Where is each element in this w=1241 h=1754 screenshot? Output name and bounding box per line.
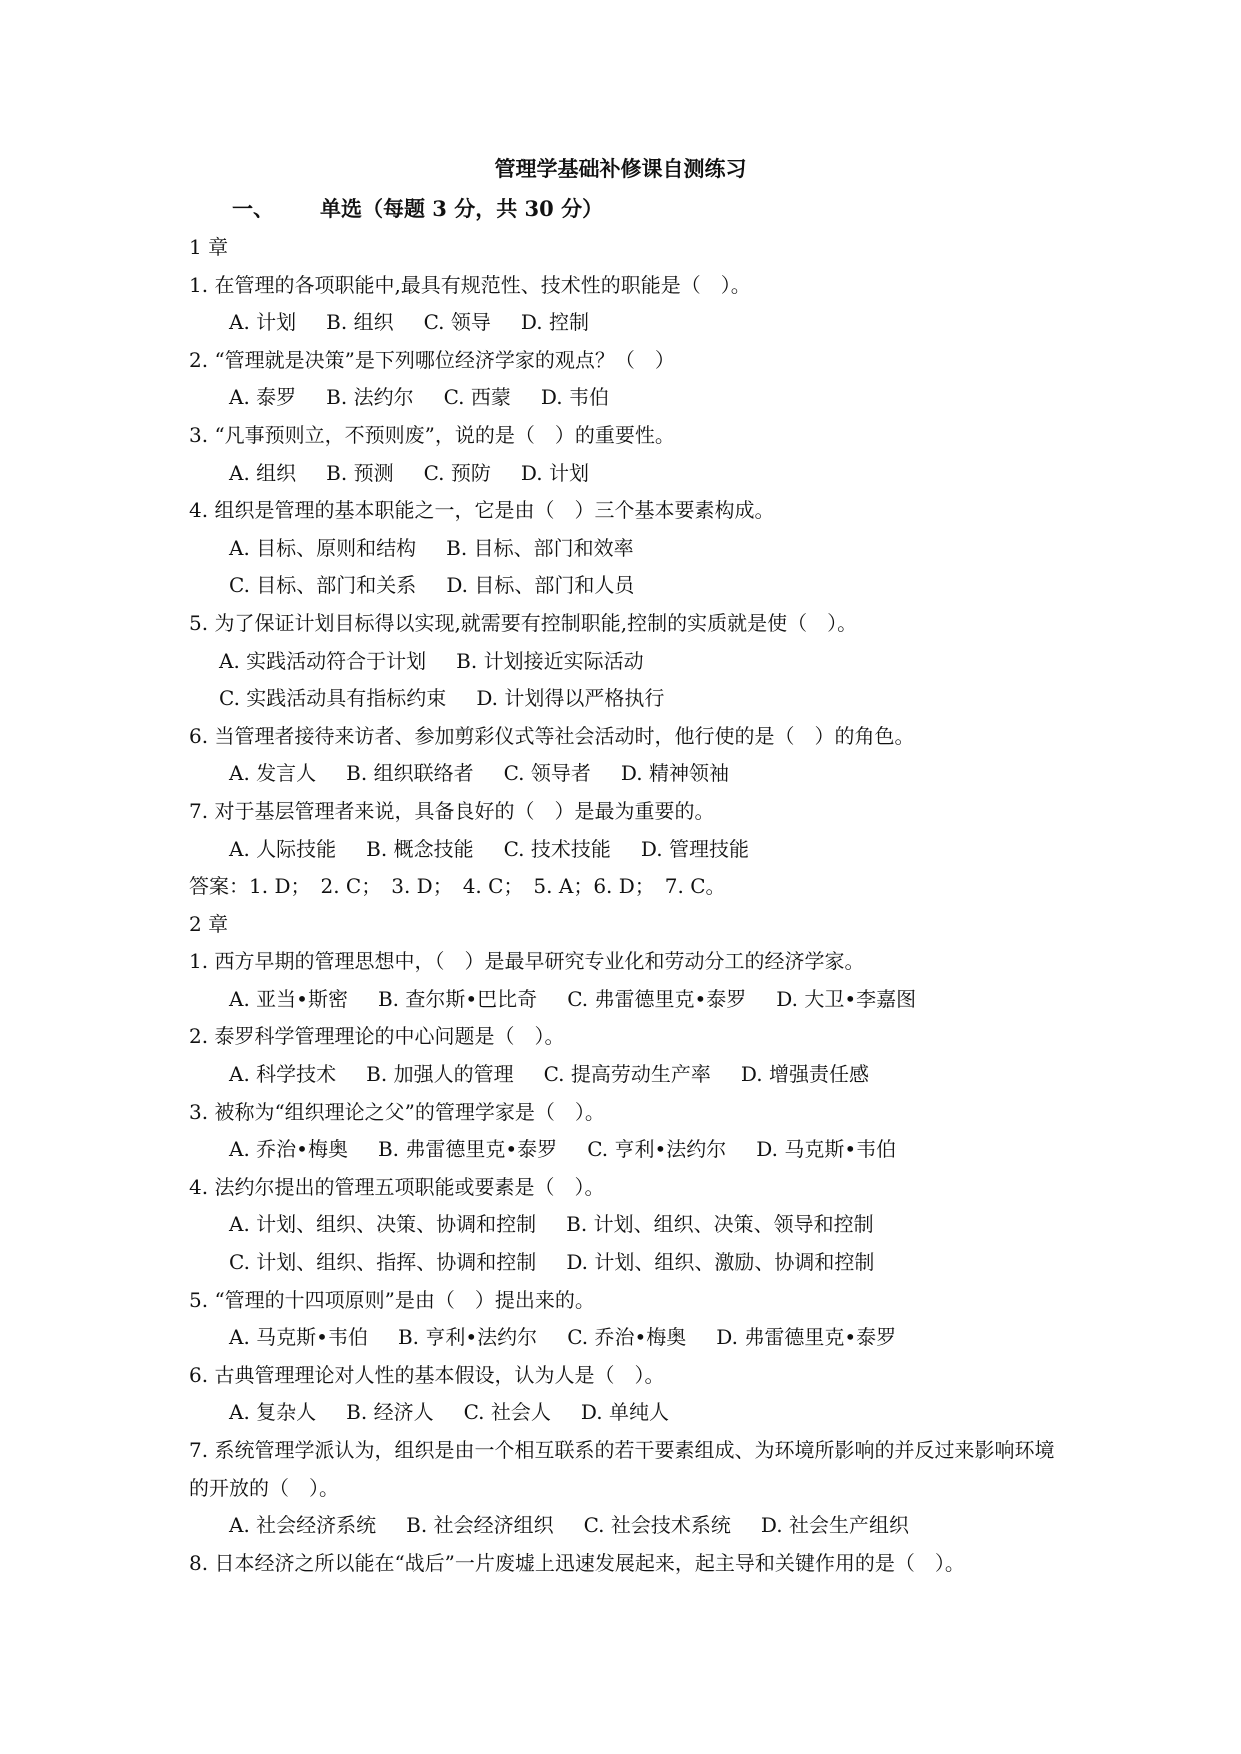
option: B. 目标、部门和效率	[446, 535, 634, 560]
question-stem: 5. 为了保证计划目标得以实现,就需要有控制职能,控制的实质就是使（ ）。	[189, 610, 858, 635]
question-stem: 6. 当管理者接待来访者、参加剪彩仪式等社会活动时，他行使的是（ ）的角色。	[189, 723, 915, 748]
question-stem: 4. 法约尔提出的管理五项职能或要素是（ ）。	[189, 1174, 605, 1199]
option: A. 社会经济系统	[229, 1513, 377, 1538]
option: C. 社会技术系统	[583, 1513, 731, 1538]
option: C. 西蒙	[443, 385, 511, 410]
option: D. 社会生产组织	[760, 1513, 909, 1538]
option: B. 查尔斯•巴比奇	[377, 986, 538, 1011]
option-line	[189, 643, 1069, 681]
option: A. 发言人	[229, 761, 317, 786]
option: C. 提高劳动生产率	[543, 1062, 711, 1087]
option-line	[189, 1244, 1069, 1282]
option: A. 实践活动符合于计划	[219, 648, 427, 673]
option: C. 乔治•梅奥	[567, 1325, 687, 1350]
option: B. 经济人	[346, 1400, 434, 1425]
option-line	[189, 1507, 1069, 1545]
option: B. 组织联络者	[346, 761, 474, 786]
section-number: 一、	[232, 196, 274, 221]
option: B. 组织	[326, 310, 394, 335]
option: C. 领导者	[503, 761, 591, 786]
question-stem: 8. 日本经济之所以能在“战后”一片废墟上迅速发展起来，起主导和关键作用的是（ ）。	[189, 1550, 965, 1575]
chapter-label: 2 章	[189, 911, 229, 936]
option-line	[189, 1394, 1069, 1432]
document-title: 管理学基础补修课自测练习	[494, 156, 747, 181]
option-line	[189, 455, 1069, 493]
option: A. 泰罗	[229, 385, 297, 410]
option: A. 科学技术	[229, 1062, 337, 1087]
option: C. 目标、部门和关系	[229, 573, 417, 598]
option: B. 预测	[326, 460, 394, 485]
option: A. 组织	[229, 460, 297, 485]
option-line	[189, 304, 1069, 342]
option: D. 计划得以严格执行	[476, 686, 665, 711]
option: C. 社会人	[463, 1400, 551, 1425]
option: D. 计划、组织、激励、协调和控制	[566, 1250, 875, 1275]
option-line	[189, 755, 1069, 793]
option: A. 计划、组织、决策、协调和控制	[229, 1212, 537, 1237]
option: D. 马克斯•韦伯	[756, 1137, 897, 1162]
option-line	[189, 831, 1069, 869]
chapter-label: 1 章	[189, 235, 229, 259]
option: A. 复杂人	[229, 1400, 317, 1425]
option-line	[189, 680, 1069, 718]
option: D. 韦伯	[540, 385, 609, 410]
option: D. 计划	[520, 460, 589, 485]
option: B. 亨利•法约尔	[397, 1325, 538, 1350]
option: D. 增强责任感	[740, 1062, 869, 1087]
question-stem: 7. 对于基层管理者来说，具备良好的（ ）是最为重要的。	[189, 798, 715, 823]
question-list	[189, 229, 1069, 1582]
option-line	[189, 1206, 1069, 1244]
option: B. 计划、组织、决策、领导和控制	[566, 1212, 874, 1237]
question-stem: 6. 古典管理理论对人性的基本假设，认为人是（ ）。	[189, 1362, 665, 1387]
question-stem: 5. “管理的十四项原则”是由（ ）提出来的。	[189, 1287, 595, 1312]
option: D. 目标、部门和人员	[446, 573, 635, 598]
section-label: 单选（每题 3 分，共 30 分）	[320, 196, 604, 221]
question-stem: 1. 西方早期的管理思想中，（ ）是最早研究专业化和劳动分工的经济学家。	[189, 949, 865, 974]
option: D. 精神领袖	[620, 761, 729, 786]
option: A. 计划	[229, 310, 297, 335]
answer-key: 答案：1. D； 2. C； 3. D； 4. C； 5. A；6. D； 7. C。	[189, 874, 726, 899]
question-stem: 3. “凡事预则立，不预则废”，说的是（ ）的重要性。	[189, 422, 675, 447]
option: B. 计划接近实际活动	[456, 648, 644, 673]
option: B. 法约尔	[326, 385, 414, 410]
option: A. 马克斯•韦伯	[229, 1325, 368, 1350]
option: B. 社会经济组织	[406, 1513, 554, 1538]
option-line	[189, 1056, 1069, 1094]
option: C. 领导	[423, 310, 491, 335]
option: A. 乔治•梅奥	[229, 1137, 348, 1162]
option-line	[189, 379, 1069, 417]
option: C. 技术技能	[503, 836, 611, 861]
option: A. 亚当•斯密	[229, 986, 348, 1011]
question-stem: 2. “管理就是决策”是下列哪位经济学家的观点？（ ）	[189, 347, 675, 372]
option: B. 概念技能	[366, 836, 474, 861]
question-stem: 3. 被称为“组织理论之父”的管理学家是（ ）。	[189, 1099, 605, 1124]
option: D. 单纯人	[580, 1400, 669, 1425]
question-stem: 4. 组织是管理的基本职能之一，它是由（ ）三个基本要素构成。	[189, 498, 775, 523]
option: B. 弗雷德里克•泰罗	[377, 1137, 558, 1162]
option: D. 管理技能	[640, 836, 749, 861]
option: B. 加强人的管理	[366, 1062, 514, 1087]
option-line	[189, 1319, 1069, 1357]
option: A. 人际技能	[229, 836, 337, 861]
option: C. 弗雷德里克•泰罗	[567, 986, 747, 1011]
option-line	[189, 981, 1069, 1019]
option-line	[189, 530, 1069, 568]
question-stem: 7. 系统管理学派认为，组织是由一个相互联系的若干要素组成、为环境所影响的并反过来影响环境的开放的（ ）。	[189, 1438, 1055, 1500]
option: C. 实践活动具有指标约束	[219, 686, 447, 711]
option: C. 亨利•法约尔	[587, 1137, 727, 1162]
option-line	[189, 567, 1069, 605]
section-heading	[232, 192, 603, 226]
option: C. 计划、组织、指挥、协调和控制	[229, 1250, 537, 1275]
option: A. 目标、原则和结构	[229, 535, 417, 560]
option: D. 大卫•李嘉图	[776, 986, 917, 1011]
question-stem: 1. 在管理的各项职能中,最具有规范性、技术性的职能是（ ）。	[189, 272, 751, 297]
option-line	[189, 1131, 1069, 1169]
question-stem: 2. 泰罗科学管理理论的中心问题是（ ）。	[189, 1024, 565, 1049]
option: D. 控制	[520, 310, 589, 335]
option: C. 预防	[423, 460, 491, 485]
option: D. 弗雷德里克•泰罗	[716, 1325, 897, 1350]
